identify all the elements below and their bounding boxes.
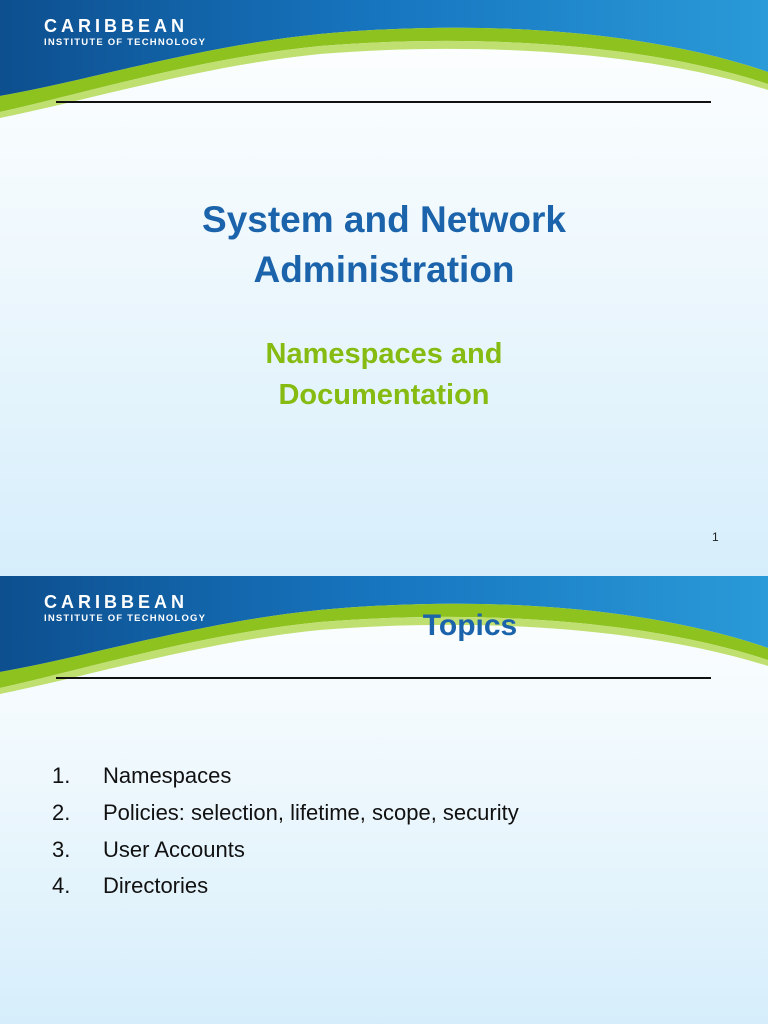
- item-number: 4.: [52, 873, 71, 898]
- list-item: [52, 800, 519, 826]
- header-rule: [56, 677, 711, 679]
- list-item: [52, 837, 245, 863]
- slide-title: Topics: [422, 609, 518, 642]
- item-number: 3.: [52, 837, 71, 862]
- header-rule: [56, 101, 711, 103]
- subtitle-line-1: Namespaces and: [265, 338, 503, 370]
- slide-number: 1: [712, 530, 719, 544]
- logo-wordmark: CARIBBEAN: [44, 16, 188, 36]
- logo: [44, 16, 214, 49]
- item-text: Namespaces: [103, 763, 232, 788]
- slide-title: System and Network Administration: [202, 199, 566, 290]
- item-number: 2.: [52, 800, 71, 825]
- slide-subtitle: [84, 334, 684, 416]
- item-number: 1.: [52, 763, 71, 788]
- item-text: Policies: selection, lifetime, scope, security: [103, 800, 519, 825]
- logo-subtitle: INSTITUTE OF TECHNOLOGY: [44, 37, 207, 48]
- item-text: Directories: [103, 873, 209, 898]
- logo-subtitle: INSTITUTE OF TECHNOLOGY: [44, 613, 207, 624]
- list-item: [52, 763, 231, 789]
- item-text: User Accounts: [103, 837, 245, 862]
- logo: [44, 592, 214, 625]
- subtitle-line-2: Documentation: [278, 379, 490, 411]
- logo-wordmark: CARIBBEAN: [44, 592, 188, 612]
- list-item: [52, 873, 208, 899]
